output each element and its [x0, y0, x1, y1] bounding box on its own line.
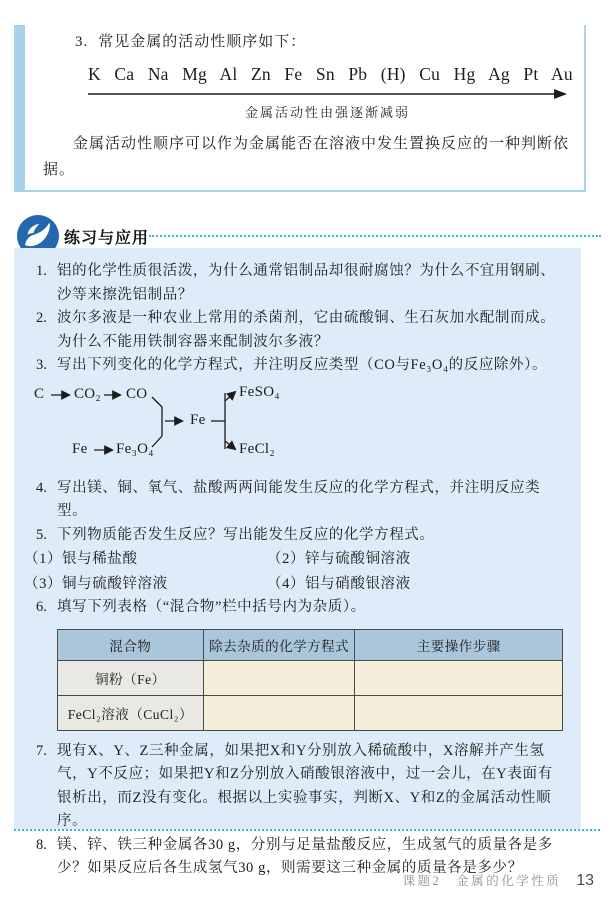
option-2: （2）锌与硫酸铜溶液	[267, 551, 411, 567]
dotted-divider-bottom	[14, 829, 600, 831]
question-2	[36, 307, 563, 354]
page-footer	[402, 871, 594, 890]
dotted-divider-top	[149, 235, 601, 237]
question-number: 7.	[36, 742, 47, 759]
question-3	[36, 354, 563, 378]
page-number: 13	[576, 872, 594, 889]
practice-panel	[14, 248, 581, 876]
option-3: （3）铜与硫酸锌溶液	[24, 575, 168, 592]
col-header-steps: 主要操作步骤	[355, 629, 563, 660]
left-accent-bar	[14, 25, 25, 190]
question-text: 填写下列表格（“混合物”栏中括号内为杂质）。	[57, 599, 366, 615]
node-fecl2: FeCl₂	[239, 440, 275, 457]
question-1	[36, 260, 563, 307]
question-6	[36, 596, 563, 620]
question-4	[36, 477, 563, 524]
steps-cell	[355, 660, 563, 695]
node-fe3o4: Fe₃O₄	[116, 440, 154, 457]
practice-section-title: 练习与应用	[64, 230, 150, 247]
question-number: 1.	[36, 263, 47, 279]
question-5	[36, 524, 563, 548]
node-fe-center: Fe	[190, 411, 206, 428]
series-paragraph: 金属活动性顺序可以作为金属能否在溶液中发生置换反应的一种判断依据。	[43, 136, 570, 178]
item-text: 常见金属的活动性顺序如下：	[98, 34, 307, 50]
right-arrow-line	[88, 88, 567, 100]
footer-section-title: 课题2 金属的化学性质	[402, 874, 562, 888]
question-text: 现有X、Y、Z三种金属，如果把X和Y分别放入稀硫酸中，X溶解并产生氢气，Y不反应；如果把Y和Z分别放入硝酸银溶液中，过一会儿，在Y表面有银析出，而Z没有变化。根据以上实验事实，判断X、Y和Z的金属活动性顺序。	[57, 742, 553, 829]
node-feso4: FeSO₄	[239, 383, 280, 400]
col-header-equation: 除去杂质的化学方程式	[203, 629, 355, 660]
question-text: 下列物质能否发生反应？写出能发生反应的化学方程式。	[57, 526, 435, 543]
conversion-diagram	[24, 384, 324, 472]
mixture-cell: 铜粉（Fe）	[58, 660, 204, 695]
question-text: 写出镁、铜、氧气、盐酸两两间能发生反应的化学方程式，并注明反应类型。	[57, 479, 541, 519]
question-number: 3.	[36, 357, 47, 373]
node-fe-left: Fe	[72, 440, 88, 457]
node-co: CO	[126, 385, 148, 402]
question-number: 8.	[36, 836, 47, 853]
mixture-table	[57, 629, 563, 731]
option-1: （1）银与稀盐酸	[24, 551, 138, 567]
mixture-cell: FeCl₂溶液（CuCl₂）	[58, 695, 204, 730]
question-number: 5.	[36, 526, 47, 543]
equation-cell	[203, 660, 355, 695]
col-header-mixture: 混合物	[58, 629, 204, 660]
node-co2: CO₂	[74, 385, 101, 402]
equation-cell	[203, 695, 355, 730]
table-row	[58, 695, 563, 730]
question-7	[36, 740, 563, 834]
question-number: 2.	[36, 310, 47, 326]
question-text: 写出下列变化的化学方程式，并注明反应类型（CO与Fe₃O₄的反应除外）。	[57, 357, 548, 373]
activity-series-box	[14, 25, 586, 192]
arrow-caption: 金属活动性由强逐渐减弱	[244, 105, 410, 120]
question-5-options	[24, 547, 563, 596]
question-text: 波尔多液是一种农业上常用的杀菌剂，它由硫酸铜、生石灰加水配制而成。为什么不能用铁制容器来配制波尔多液？	[57, 310, 556, 350]
list-item-3	[75, 30, 570, 51]
question-number: 4.	[36, 479, 47, 496]
question-text: 铝的化学性质很活泼，为什么通常铝制品却很耐腐蚀？为什么不宜用钢刷、沙等来擦洗铝制品？	[57, 263, 556, 303]
question-number: 6.	[36, 599, 47, 615]
node-c: C	[34, 385, 45, 402]
item-number: 3.	[75, 34, 89, 50]
table-row	[58, 660, 563, 695]
question-text: 镁、锌、铁三种金属各30 g，分别与足量盐酸反应，生成氢气的质量各是多少？如果反应后各生成氢气30 g，则需要这三种金属的质量各是多少？	[57, 836, 553, 876]
table-header-row	[58, 629, 563, 660]
steps-cell	[355, 695, 563, 730]
option-4: （4）铝与硝酸银溶液	[267, 575, 411, 592]
metal-activity-series: K Ca Na Mg Al Zn Fe Sn Pb (H) Cu Hg Ag Pt Au	[88, 64, 573, 84]
